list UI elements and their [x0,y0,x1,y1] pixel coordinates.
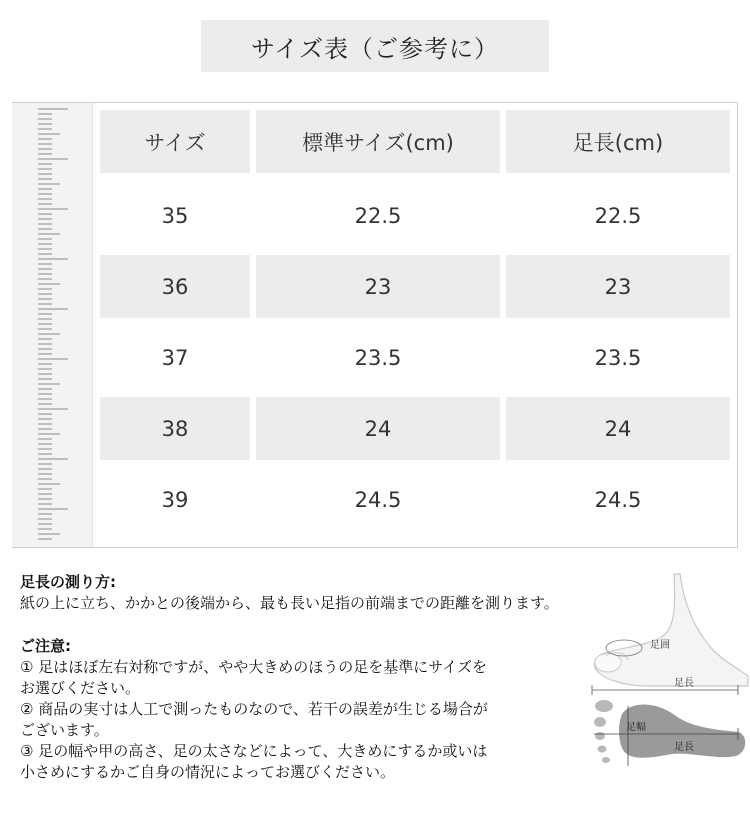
cell-foot-length: 23 [506,255,730,318]
footprint-icon [594,700,745,766]
caution-item-1-line-1: ① 足はほぼ左右対称ですが、やや大きめのほうの足を基準にサイズを [20,658,488,676]
measure-text: 紙の上に立ち、かかとの後端から、最も長い足指の前端までの距離を測ります。 [20,594,559,612]
notes-section [20,572,660,783]
caution-item-3-line-2: 小さめにするかご自身の情況によってお選びください。 [20,763,396,781]
cell-foot-length: 22.5 [594,203,642,228]
caution-item-3-line-1: ③ 足の幅や甲の高さ、足の太さなどによって、大きめにするか或いは [20,742,488,760]
ruler-graphic [12,103,93,547]
caution-item-2-line-1: ② 商品の実寸は人工で測ったものなので、若干の誤差が生じる場合が [20,700,488,718]
cell-size: 38 [100,397,250,460]
cell-size: 39 [161,487,189,512]
header-foot-length: 足長(cm) [506,110,730,173]
table-row [100,397,730,460]
cell-standard-size: 23.5 [354,345,402,370]
page-title: サイズ表（ご参考に） [201,20,549,72]
foot-measurement-illustration [588,572,750,782]
cell-size: 37 [161,345,189,370]
foot-side-view-icon [592,574,748,695]
cell-standard-size: 23 [256,255,500,318]
cell-standard-size: 22.5 [354,203,402,228]
cell-size: 35 [161,203,189,228]
cell-standard-size: 24.5 [354,487,402,512]
cell-foot-length: 24 [506,397,730,460]
caution-item-2-line-2: ございます。 [20,721,109,739]
cell-foot-length: 23.5 [594,345,642,370]
header-standard-size: 標準サイズ(cm) [256,110,500,173]
measure-heading: 足長の測り方: [20,573,116,591]
width-label: 足幅 [626,722,646,733]
cell-size: 36 [100,255,250,318]
table-row [100,255,730,318]
caution-item-1-line-2: お選びください。 [20,679,141,697]
table-row [100,468,730,531]
caution-heading: ご注意: [20,637,71,655]
table-row [100,326,730,389]
header-size: サイズ [100,110,250,173]
side-length-label: 足長 [674,678,694,689]
table-row [100,184,730,247]
cell-foot-length: 24.5 [594,487,642,512]
table-header-row [100,110,730,173]
bottom-length-label: 足長 [674,742,694,753]
girth-label: 足囲 [650,640,670,651]
cell-standard-size: 24 [256,397,500,460]
